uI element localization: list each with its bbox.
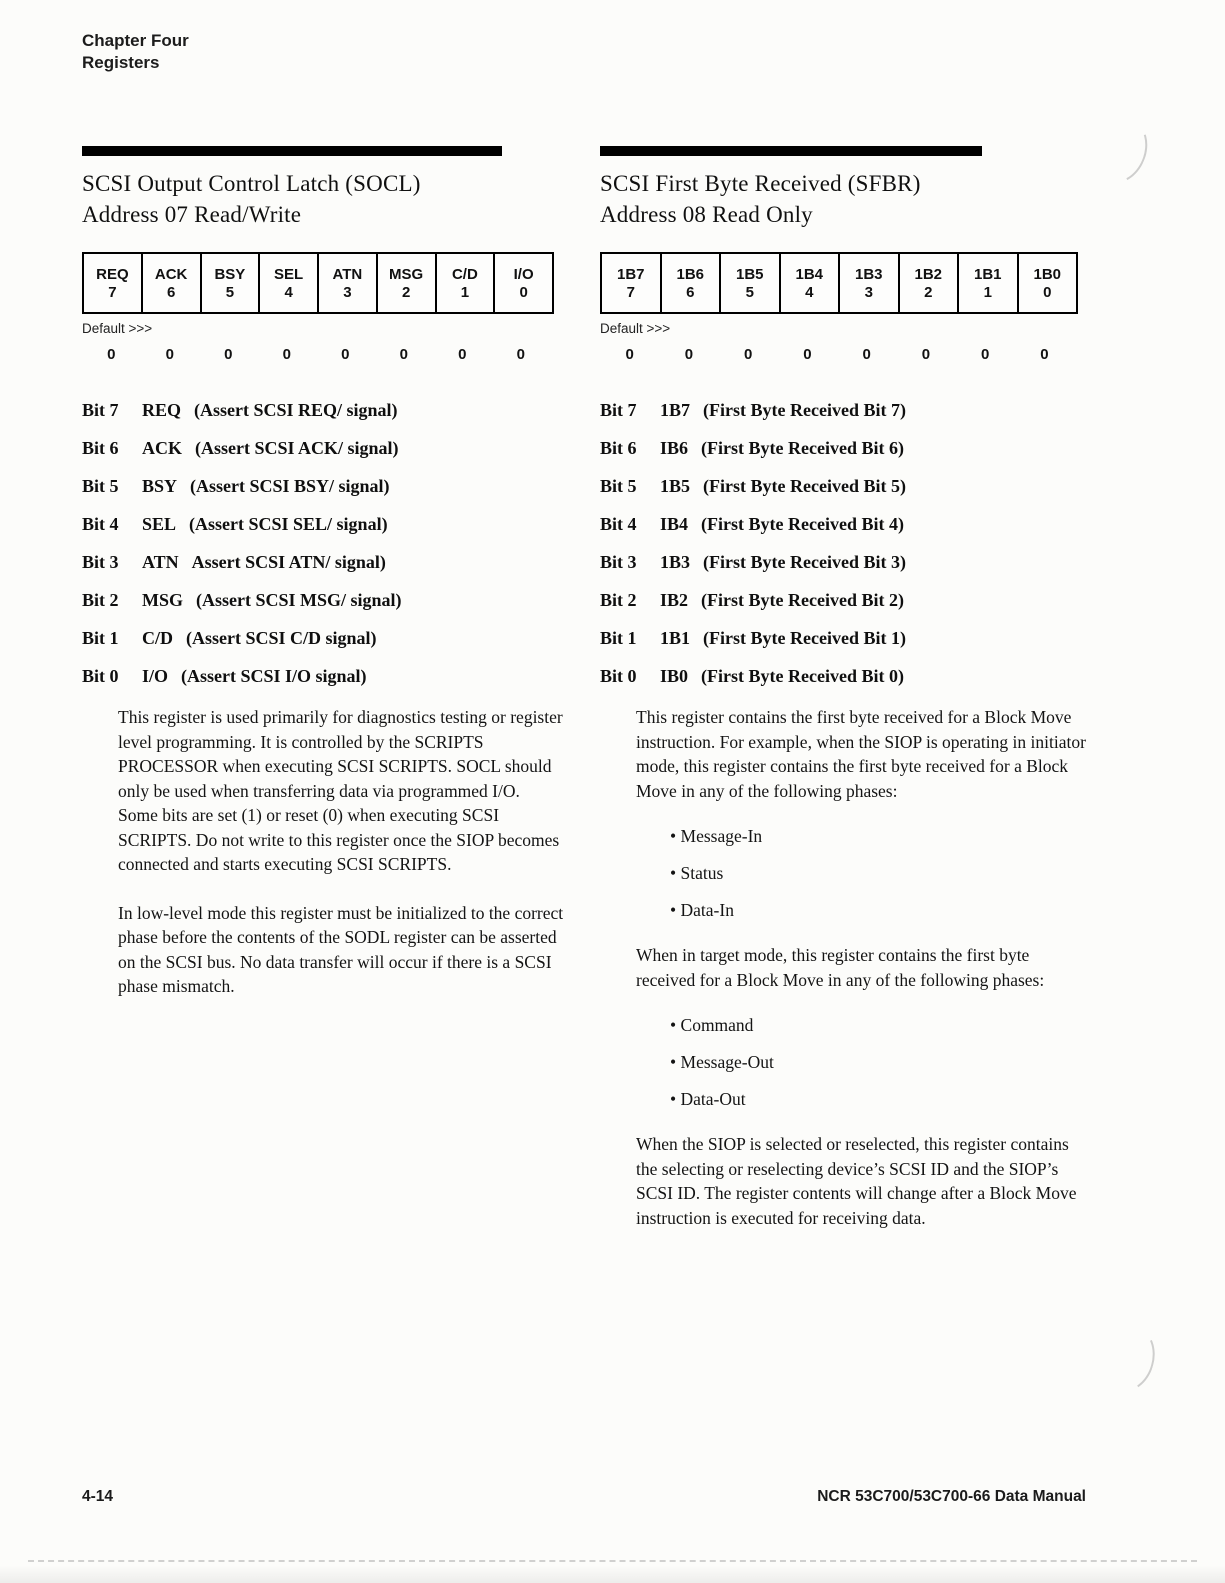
bit-definition <box>82 477 564 495</box>
bit-position: Bit 4 <box>600 514 637 534</box>
default-value: 0 <box>341 346 350 363</box>
bit-number: 7 <box>626 283 635 301</box>
socl-title-line2: Address 07 Read/Write <box>82 202 302 227</box>
bit-definition <box>82 515 564 533</box>
manual-title: NCR 53C700/53C700-66 Data Manual <box>817 1488 1086 1505</box>
phase-item: • Message-In <box>670 827 1092 845</box>
bit-position: Bit 2 <box>600 590 637 610</box>
bit-description: (First Byte Received Bit 2) <box>701 590 904 610</box>
bit-position: Bit 3 <box>600 552 637 572</box>
default-value: 0 <box>684 346 694 363</box>
bit-mnemonic: IB2 <box>660 590 689 610</box>
register-cell <box>141 254 200 312</box>
bit-position: Bit 5 <box>82 476 119 496</box>
paragraph: When the SIOP is selected or reselected, this register contains the selecting or reselecting device’s SCSI ID and the SIOP’s SCSI ID. The register contents will change after a Block Move instruction is executed for receiving data. <box>636 1134 1077 1228</box>
bit-description: (First Byte Received Bit 0) <box>701 666 904 686</box>
register-cell <box>898 254 958 312</box>
chapter-header <box>82 30 189 74</box>
register-cell <box>779 254 839 312</box>
bit-mnemonic: BSY <box>142 476 178 496</box>
register-cell <box>660 254 720 312</box>
bit-number: 6 <box>686 283 695 301</box>
default-value: 0 <box>921 346 931 363</box>
paragraph: When in target mode, this register contains the first byte received for a Block Move in any of the following phases: <box>636 945 1045 990</box>
bit-definition <box>82 439 564 457</box>
bit-label: ACK <box>154 265 188 283</box>
phase-item: • Data-Out <box>670 1090 1092 1108</box>
default-value: 0 <box>1040 346 1049 363</box>
bit-mnemonic: IB6 <box>660 438 689 458</box>
default-value: 0 <box>458 346 467 363</box>
default-label: Default >>> <box>82 321 153 336</box>
bit-number: 5 <box>225 283 235 301</box>
bit-label: REQ <box>96 265 129 283</box>
bit-description: Assert SCSI ATN/ signal) <box>191 552 386 572</box>
bit-number: 3 <box>864 283 873 301</box>
phase-item: • Message-Out <box>670 1053 1092 1071</box>
sfbr-bit-definitions <box>600 401 1092 685</box>
bit-description: (Assert SCSI BSY/ signal) <box>190 476 390 496</box>
bit-position: Bit 1 <box>82 628 119 648</box>
register-cell <box>258 254 317 312</box>
bit-description: (First Byte Received Bit 3) <box>703 552 906 572</box>
bit-position: Bit 1 <box>600 628 637 648</box>
sfbr-section <box>600 146 1092 1254</box>
bit-label: 1B4 <box>795 265 824 283</box>
bit-description: (First Byte Received Bit 6) <box>701 438 904 458</box>
register-cell <box>376 254 435 312</box>
initiator-phase-list <box>636 827 1092 919</box>
bit-description: (First Byte Received Bit 1) <box>703 628 906 648</box>
bit-label: 1B2 <box>914 265 943 283</box>
bit-label: 1B1 <box>973 265 1002 283</box>
sfbr-title-line1: SCSI First Byte Received (SFBR) <box>600 171 921 196</box>
bit-number: 1 <box>460 283 470 301</box>
default-value: 0 <box>224 346 233 363</box>
bit-mnemonic: 1B5 <box>660 476 691 496</box>
bit-number: 2 <box>401 283 411 301</box>
bit-label: SEL <box>274 265 304 283</box>
phase-item: • Data-In <box>670 901 1092 919</box>
bit-position: Bit 6 <box>600 438 637 458</box>
default-label: Default >>> <box>600 321 671 336</box>
default-values-row <box>600 346 1074 363</box>
bit-mnemonic: IB4 <box>660 514 689 534</box>
register-cell <box>200 254 259 312</box>
bit-definition <box>600 553 1092 571</box>
bit-description: (Assert SCSI REQ/ signal) <box>194 400 398 420</box>
bit-label: 1B0 <box>1033 265 1062 283</box>
bit-number: 1 <box>983 283 992 301</box>
bit-mnemonic: IB0 <box>660 666 689 686</box>
default-value: 0 <box>625 346 634 363</box>
bit-number: 2 <box>924 283 933 301</box>
bit-position: Bit 0 <box>600 666 637 686</box>
register-cell <box>435 254 494 312</box>
bit-description: (Assert SCSI I/O signal) <box>181 666 367 686</box>
bit-mnemonic: 1B1 <box>660 628 691 648</box>
bit-number: 4 <box>805 283 814 301</box>
page-footer <box>82 1488 1086 1506</box>
section-divider-bar <box>82 146 502 156</box>
bit-position: Bit 4 <box>82 514 119 534</box>
default-value: 0 <box>107 346 116 363</box>
register-cell <box>957 254 1017 312</box>
bit-number: 7 <box>108 283 117 301</box>
scan-artifact-top-right <box>1085 111 1156 191</box>
bit-definition <box>82 553 564 571</box>
bit-label: 1B6 <box>676 265 705 283</box>
paragraph: In low-level mode this register must be initialized to the correct phase before the contents of the SODL register can be asserted on the SCSI bus. No data transfer will occur if there is a SCSI phase mismatch. <box>118 902 564 996</box>
bit-mnemonic: REQ <box>142 400 182 420</box>
bit-definition <box>600 629 1092 647</box>
paragraph: This register contains the first byte received for a Block Move instruction. For example, when the SIOP is operating in initiator mode, this register contains the first byte received for a Block Move in any of the following phases: <box>636 707 1086 801</box>
sfbr-body-text <box>600 705 1092 1230</box>
default-values-row <box>82 346 550 363</box>
bit-mnemonic: SEL <box>142 514 177 534</box>
phase-item: • Status <box>670 864 1092 882</box>
bit-mnemonic: 1B7 <box>660 400 691 420</box>
bit-position: Bit 0 <box>82 666 119 686</box>
bit-number: 0 <box>1043 283 1052 301</box>
bit-description: (First Byte Received Bit 5) <box>703 476 906 496</box>
sfbr-title-line2: Address 08 Read Only <box>600 202 813 227</box>
bit-label: ATN <box>332 265 363 283</box>
bit-number: 0 <box>519 283 528 301</box>
register-cell <box>602 254 660 312</box>
bit-number: 6 <box>166 283 176 301</box>
bit-definition <box>82 667 564 685</box>
socl-section-title <box>82 168 564 230</box>
bit-position: Bit 5 <box>600 476 637 496</box>
sfbr-section-title <box>600 168 1092 230</box>
register-cell <box>838 254 898 312</box>
bit-definition <box>600 591 1092 609</box>
bit-position: Bit 6 <box>82 438 119 458</box>
target-phase-list <box>636 1016 1092 1108</box>
bit-definition <box>600 439 1092 457</box>
bit-mnemonic: C/D <box>142 628 173 648</box>
bit-definition <box>82 401 564 419</box>
register-cell <box>84 254 141 312</box>
bit-mnemonic: ATN <box>142 552 179 572</box>
default-value: 0 <box>980 346 990 363</box>
bit-label: BSY <box>214 265 246 283</box>
bit-position: Bit 3 <box>82 552 119 572</box>
scan-artifact-bottom-edge <box>28 1560 1197 1562</box>
chapter-section: Registers <box>82 53 160 72</box>
bit-position: Bit 7 <box>82 400 119 420</box>
register-cell <box>719 254 779 312</box>
default-value: 0 <box>743 346 753 363</box>
bit-number: 4 <box>284 283 293 301</box>
socl-register-diagram <box>82 252 554 314</box>
default-value: 0 <box>516 346 525 363</box>
bit-label: C/D <box>451 265 478 283</box>
phase-item: • Command <box>670 1016 1092 1034</box>
default-value: 0 <box>165 346 174 363</box>
paragraph: This register is used primarily for diagnostics testing or register level programming. It is controlled by the SCRIPTS PROCESSOR when executing SCSI SCRIPTS. SOCL should only be used when transferring data via programmed I/O. Some bits are set (1) or reset (0) when executing SCSI SCRIPTS. Do not write to this register once the SIOP becomes connected and starts executing SCSI SCRIPTS. <box>118 707 563 874</box>
page-number: 4-14 <box>82 1488 114 1505</box>
bit-description: (First Byte Received Bit 4) <box>701 514 904 534</box>
bit-label: I/O <box>513 265 534 283</box>
chapter-title: Chapter Four <box>82 31 189 50</box>
bit-position: Bit 7 <box>600 400 637 420</box>
default-value: 0 <box>803 346 812 363</box>
bit-number: 5 <box>745 283 754 301</box>
bit-definition <box>82 591 564 609</box>
bit-position: Bit 2 <box>82 590 119 610</box>
bit-definition <box>600 515 1092 533</box>
bit-mnemonic: I/O <box>142 666 169 686</box>
page-columns <box>82 146 1092 1254</box>
bit-label: MSG <box>389 265 424 283</box>
bit-number: 3 <box>343 283 352 301</box>
bit-description: (Assert SCSI SEL/ signal) <box>189 514 388 534</box>
socl-section <box>82 146 564 1254</box>
default-value: 0 <box>862 346 871 363</box>
bit-label: 1B3 <box>854 265 883 283</box>
bit-definition <box>600 667 1092 685</box>
sfbr-register-diagram <box>600 252 1078 314</box>
default-value: 0 <box>399 346 408 363</box>
bit-mnemonic: 1B3 <box>660 552 691 572</box>
bit-definition <box>600 477 1092 495</box>
bit-description: (Assert SCSI MSG/ signal) <box>196 590 402 610</box>
socl-title-line1: SCSI Output Control Latch (SOCL) <box>82 171 421 196</box>
section-divider-bar <box>600 146 982 156</box>
bit-mnemonic: ACK <box>142 438 182 458</box>
bit-label: 1B5 <box>735 265 764 283</box>
socl-bit-definitions <box>82 401 564 685</box>
register-cell <box>493 254 552 312</box>
scan-artifact-bottom-right <box>1096 1320 1162 1397</box>
bit-description: (Assert SCSI C/D signal) <box>186 628 377 648</box>
register-cell <box>1017 254 1077 312</box>
bit-definition <box>82 629 564 647</box>
bit-description: (Assert SCSI ACK/ signal) <box>195 438 399 458</box>
socl-body-text <box>82 705 564 999</box>
bit-mnemonic: MSG <box>142 590 184 610</box>
bit-definition <box>600 401 1092 419</box>
scan-edge-shadow <box>0 1565 1225 1583</box>
register-cell <box>317 254 376 312</box>
bit-description: (First Byte Received Bit 7) <box>703 400 906 420</box>
bit-label: 1B7 <box>616 265 645 283</box>
default-value: 0 <box>282 346 291 363</box>
